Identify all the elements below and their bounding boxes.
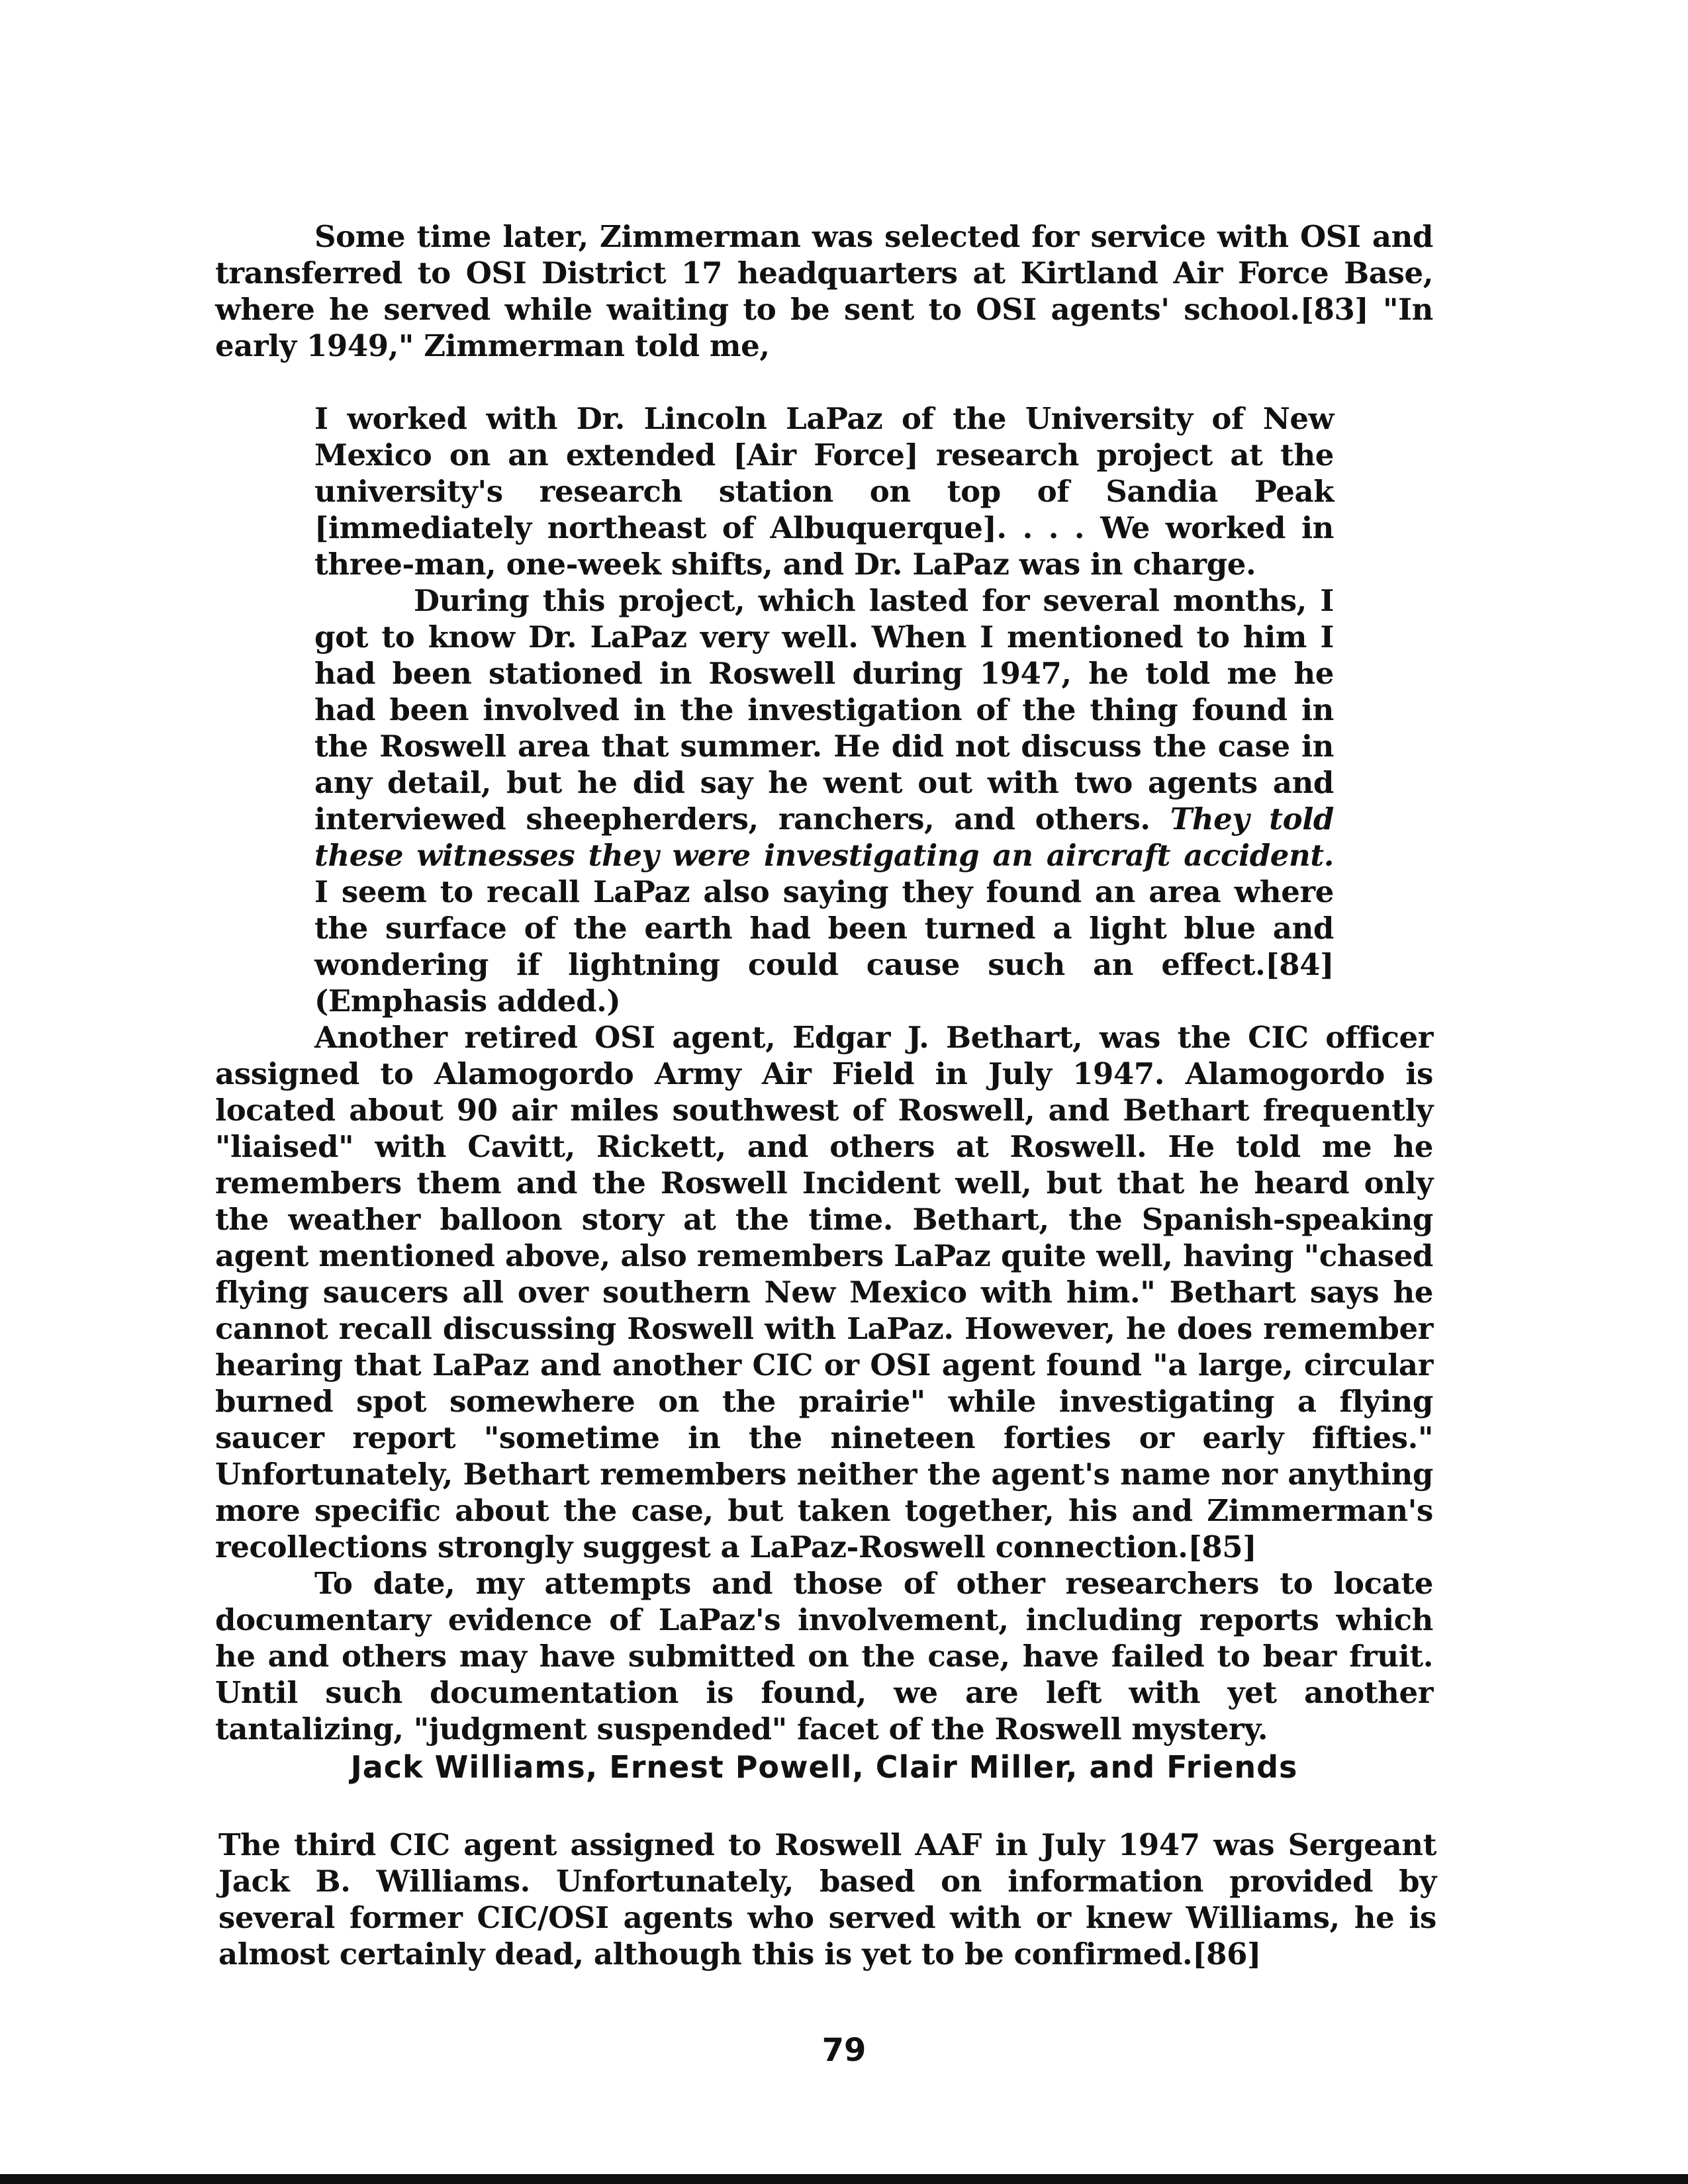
- quote-paragraph-2-text: During this project, which lasted for several months, I got to know Dr. LaPaz very well. When I mentioned to him I had been stationed in Roswell during 1947, he told me he had been involved in the investigation of the thing found in the Roswell area that summer. He did not discuss the case in any detail, but he did say he went out with two agents and interviewed sheepherders, ranchers, and others.: [314, 583, 1334, 837]
- section-bethart: [215, 1019, 1433, 1747]
- quote-paragraph-2-tail: I seem to recall LaPaz also saying they found an area where the surface of the earth had been turned a light blue and wondering if lightning could cause such an effect.[84] (Emphasis added.): [314, 874, 1334, 1019]
- quote-emphasis: They told these witnesses they were investigating an aircraft accident.: [314, 801, 1334, 873]
- paragraph-zimmerman-osi: Some time later, Zimmerman was selected for service with OSI and transferred to OSI District 17 headquarters at Kirtland Air Force Base, where he served while waiting to be sent to OSI agents' school.[83] "In early 1949," Zimmerman told me,: [215, 219, 1433, 363]
- paragraph-bethart: Another retired OSI agent, Edgar J. Bethart, was the CIC officer assigned to Alamogordo Army Air Field in July 1947. Alamogordo is located about 90 air miles southwest of Roswell, and Bethart frequently "liaised" with Cavitt, Rickett, and others at Roswell. He told me he remembers them and the Roswell Incident well, but that he heard only the weather balloon story at the time. Bethart, the Spanish-speaking agent mentioned above, also remembers LaPaz quite well, having "chased flying saucers all over southern New Mexico with him." Bethart says he cannot recall discussing Roswell with LaPaz. However, he does remember hearing that LaPaz and another CIC or OSI agent found "a large, circular burned spot somewhere on the prairie" while investigating a flying saucer report "sometime in the nineteen forties or early fifties." Unfortunately, Bethart remembers neither the agent's name nor anything more specific about the case, but taken together, his and Zimmerman's recollections strongly suggest a LaPaz-Roswell connection.[85]: [215, 1020, 1433, 1565]
- block-quote-zimmerman: [314, 400, 1334, 1019]
- section-heading: Jack Williams, Ernest Powell, Clair Miller, and Friends: [350, 1749, 1298, 1785]
- page-number: 79: [821, 2032, 867, 2069]
- quote-paragraph-2: [314, 582, 1334, 1019]
- paragraph-jack-williams: The third CIC agent assigned to Roswell AAF in July 1947 was Sergeant Jack B. Williams. Unfortunately, based on information provided by several former CIC/OSI agents who served with or knew Williams, he is almost certainly dead, although this is yet to be confirmed.[86]: [218, 1827, 1436, 1972]
- scan-bottom-edge: [0, 2174, 1688, 2184]
- quote-paragraph-1: I worked with Dr. Lincoln LaPaz of the University of New Mexico on an extended [Air Force] research project at the university's research station on top of Sandia Peak [immediately northeast of Albuquerque]. . . . We worked in three-man, one-week shifts, and Dr. LaPaz was in charge.: [314, 401, 1334, 582]
- paragraph-to-date: To date, my attempts and those of other researchers to locate documentary evidence of LaPaz's involvement, including reports which he and others may have submitted on the case, have failed to bear fruit. Until such documentation is found, we are left with yet another tantalizing, "judgment suspended" facet of the Roswell mystery.: [215, 1566, 1433, 1747]
